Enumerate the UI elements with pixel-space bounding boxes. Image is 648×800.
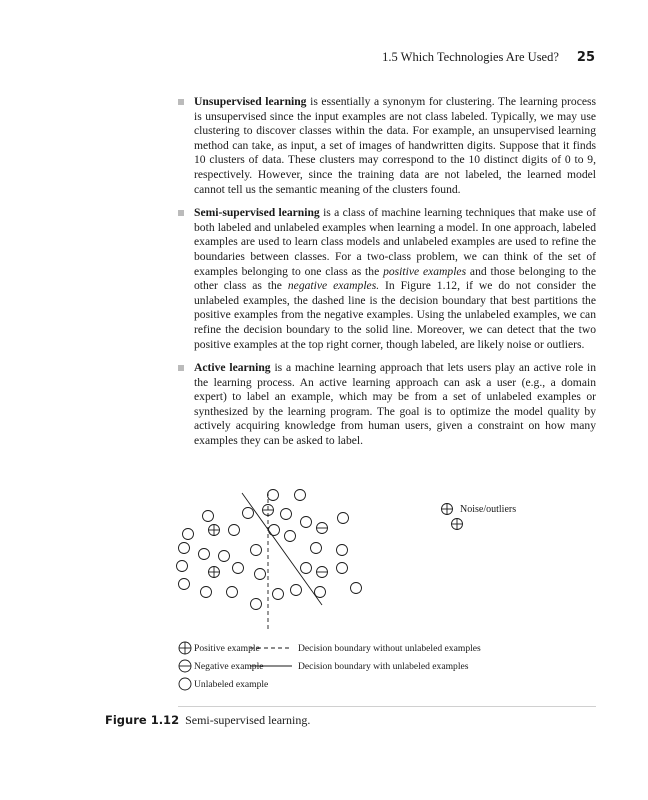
text-semi-2: and those belonging to the other class as the <box>194 264 596 293</box>
positive-example <box>209 525 220 536</box>
unlabeled-example <box>295 490 306 501</box>
unlabeled-example <box>281 509 292 520</box>
legend-positive-icon <box>179 642 191 654</box>
term-active: Active learning <box>194 361 271 375</box>
caption-divider <box>178 706 596 707</box>
body-text <box>178 95 596 458</box>
unlabeled-example <box>251 599 262 610</box>
page-number: 25 <box>576 50 595 65</box>
negative-example <box>317 567 328 578</box>
unlabeled-example <box>315 587 326 598</box>
bullet-marker <box>178 365 184 371</box>
text-semi-1: is a class of machine learning techniques that make use of both labeled and unlabeled examples when learning a model. In one approach, labeled examples are used to learn class models and unlabeled examples are used to refine the boundaries between classes. For a two-class problem, we can think of the set of examples belonging to one class as the <box>194 206 596 278</box>
unlabeled-example <box>351 583 362 594</box>
unlabeled-example <box>301 563 312 574</box>
unlabeled-example <box>285 531 296 542</box>
unlabeled-example <box>233 563 244 574</box>
running-title: 1.5 Which Technologies Are Used? <box>382 50 559 64</box>
positive-example <box>442 504 453 515</box>
legend-unlabeled-icon <box>179 678 191 690</box>
positive-example <box>209 567 220 578</box>
term-unsupervised: Unsupervised learning <box>194 95 307 108</box>
unlabeled-example <box>337 545 348 556</box>
unlabeled-example <box>229 525 240 536</box>
unlabeled-example <box>251 545 262 556</box>
running-header <box>0 50 595 65</box>
positive-examples <box>209 504 463 578</box>
unlabeled-example <box>268 490 279 501</box>
term-positive-examples: positive examples <box>383 264 467 278</box>
negative-example <box>317 523 328 534</box>
figure-caption <box>105 713 310 728</box>
unlabeled-example <box>201 587 212 598</box>
unlabeled-example <box>199 549 210 560</box>
bullet-marker <box>178 210 184 216</box>
noise-outliers-label: Noise/outliers <box>460 504 517 515</box>
unlabeled-example <box>273 589 284 600</box>
legend-negative-label: Negative example <box>194 661 264 672</box>
unlabeled-example <box>177 561 188 572</box>
semi-supervised-figure <box>170 480 600 695</box>
legend-unlabeled-label: Unlabeled example <box>194 679 269 690</box>
legend-solid-label: Decision boundary with unlabeled examples <box>298 661 469 672</box>
unlabeled-example <box>255 569 266 580</box>
legend-negative-icon <box>179 660 191 672</box>
unlabeled-example <box>183 529 194 540</box>
unlabeled-example <box>179 579 190 590</box>
legend-positive-label: Positive example <box>194 643 260 654</box>
unlabeled-example <box>337 563 348 574</box>
bullet-semi-supervised <box>178 206 596 352</box>
bullet-active <box>178 361 596 449</box>
unlabeled-example <box>311 543 322 554</box>
term-negative-examples: negative examples. <box>287 279 380 293</box>
term-semi-supervised: Semi-supervised learning <box>194 206 320 220</box>
unlabeled-example <box>338 513 349 524</box>
text-active: is a machine learning approach that lets users play an active role in the learning process. An active learning approach can ask a user (e.g., a domain expert) to label an example, which may be from a set of unlabeled examples or synthesized by the learning program. The goal is to optimize the model quality by actively acquiring knowledge from human users, given a constraint on how many examples they can be asked to label. <box>194 361 596 448</box>
figure-label: Figure 1.12 <box>105 713 180 727</box>
unlabeled-example <box>269 525 280 536</box>
unlabeled-example <box>291 585 302 596</box>
text-unsupervised: is essentially a synonym for clustering. The learning process is unsupervised since the input examples are not class labeled. Typically, we may use clustering to discover classes within the data. For example, an unsupervised learning method can take, as input, a set of images of handwritten digits. Suppose that it finds 10 clusters of data. These clusters may correspond to the 10 distinct digits of 0 to 9, respectively. However, since the training data are not labeled, the learned model cannot tell us the semantic meaning of the clusters found. <box>194 95 597 196</box>
unlabeled-example <box>243 508 254 519</box>
unlabeled-example <box>179 543 190 554</box>
positive-example <box>452 519 463 530</box>
unlabeled-example <box>227 587 238 598</box>
text-semi-3: In Figure 1.12, if we do not consider the unlabeled examples, the dashed line is the decision boundary that best partitions the positive examples from the negative examples. Using the unlabeled examples, we can refine the decision boundary to the solid line. Moreover, we can detect that the two positive examples at the top right corner, though labeled, are likely noise or outliers. <box>194 279 596 351</box>
figure-diagram <box>170 480 600 695</box>
bullet-unsupervised <box>178 95 596 197</box>
bullet-marker <box>178 99 184 105</box>
unlabeled-example <box>301 517 312 528</box>
figure-caption-text: Semi-supervised learning. <box>185 713 311 727</box>
unlabeled-example <box>219 551 230 562</box>
unlabeled-example <box>203 511 214 522</box>
unlabeled-examples <box>177 490 362 610</box>
legend-dashed-label: Decision boundary without unlabeled examples <box>298 643 481 654</box>
